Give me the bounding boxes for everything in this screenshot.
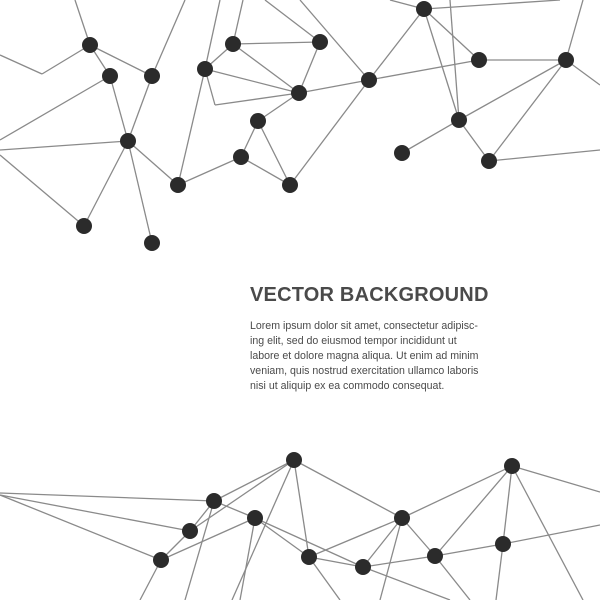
network-node xyxy=(82,37,98,53)
network-node xyxy=(451,112,467,128)
network-line xyxy=(152,0,185,76)
network-line xyxy=(299,80,369,93)
network-node xyxy=(416,1,432,17)
network-line xyxy=(0,495,190,531)
network-line xyxy=(512,466,600,492)
network-line xyxy=(128,141,152,243)
network-node xyxy=(233,149,249,165)
network-line xyxy=(309,557,363,567)
network-node xyxy=(471,52,487,68)
body-line: labore et dolore magna aliqua. Ut enim ad minim xyxy=(250,350,479,362)
network-line xyxy=(0,76,110,140)
network-line xyxy=(255,518,309,557)
text-block xyxy=(250,284,505,394)
body-line: nisi ut aliquip ex ea commodo consequat. xyxy=(250,380,445,392)
network-line xyxy=(503,466,512,544)
network-node xyxy=(153,552,169,568)
body-line: Lorem ipsum dolor sit amet, consectetur adipisc- xyxy=(250,320,478,332)
network-line xyxy=(178,157,241,185)
network-line xyxy=(496,544,503,600)
network-line xyxy=(265,0,320,42)
network-node xyxy=(197,61,213,77)
network-line xyxy=(128,141,178,185)
network-node xyxy=(495,536,511,552)
network-line xyxy=(233,42,320,44)
network-node xyxy=(102,68,118,84)
network-node xyxy=(312,34,328,50)
network-line xyxy=(300,0,369,80)
network-line xyxy=(459,60,566,120)
network-node xyxy=(504,458,520,474)
body-line: ing elit, sed do eiusmod tempor incididunt ut xyxy=(250,335,457,347)
network-node xyxy=(76,218,92,234)
network-node xyxy=(301,549,317,565)
network-line xyxy=(369,60,479,80)
network-line xyxy=(435,544,503,556)
network-line xyxy=(402,120,459,153)
network-line xyxy=(450,0,459,120)
network-line xyxy=(205,69,299,93)
network-line xyxy=(294,460,309,557)
network-node xyxy=(361,72,377,88)
network-node xyxy=(144,68,160,84)
network-line xyxy=(566,0,583,60)
network-line xyxy=(0,495,161,560)
network-line xyxy=(214,460,294,501)
network-line xyxy=(0,155,84,226)
network-node xyxy=(225,36,241,52)
network-line xyxy=(402,466,512,518)
network-line xyxy=(512,466,583,600)
network-line xyxy=(369,9,424,80)
network-node xyxy=(144,235,160,251)
network-node xyxy=(286,452,302,468)
network-line xyxy=(233,44,299,93)
network-line xyxy=(128,76,152,141)
network-node xyxy=(250,113,266,129)
network-node xyxy=(120,133,136,149)
network-line xyxy=(0,55,42,74)
network-line xyxy=(435,556,470,600)
network-node xyxy=(291,85,307,101)
network-line xyxy=(161,518,255,560)
network-node xyxy=(355,559,371,575)
network-line xyxy=(380,518,402,600)
network-line xyxy=(0,141,128,150)
network-node xyxy=(182,523,198,539)
body-line: veniam, quis nostrud exercitation ullamco laboris xyxy=(250,365,479,377)
network-node xyxy=(394,145,410,161)
network-node xyxy=(282,177,298,193)
headline: VECTOR BACKGROUND xyxy=(250,284,489,306)
network-line xyxy=(110,76,128,141)
network-node xyxy=(394,510,410,526)
network-node xyxy=(427,548,443,564)
network-line xyxy=(178,69,205,185)
network-node xyxy=(481,153,497,169)
network-line xyxy=(489,150,600,161)
network-line xyxy=(185,501,214,600)
body-paragraph xyxy=(250,319,505,394)
network-line xyxy=(299,42,320,93)
network-line xyxy=(363,518,402,567)
network-node xyxy=(247,510,263,526)
network-line xyxy=(240,518,255,600)
network-line xyxy=(489,60,566,161)
network-line xyxy=(42,45,90,74)
network-node xyxy=(558,52,574,68)
network-line xyxy=(424,0,560,9)
network-line xyxy=(215,93,299,105)
network-node xyxy=(170,177,186,193)
network-line xyxy=(0,493,214,501)
network-line xyxy=(205,0,220,69)
network-node xyxy=(206,493,222,509)
network-line xyxy=(363,567,450,600)
network-line xyxy=(309,518,402,557)
network-line xyxy=(84,141,128,226)
network-line xyxy=(294,460,402,518)
network-line xyxy=(363,556,435,567)
